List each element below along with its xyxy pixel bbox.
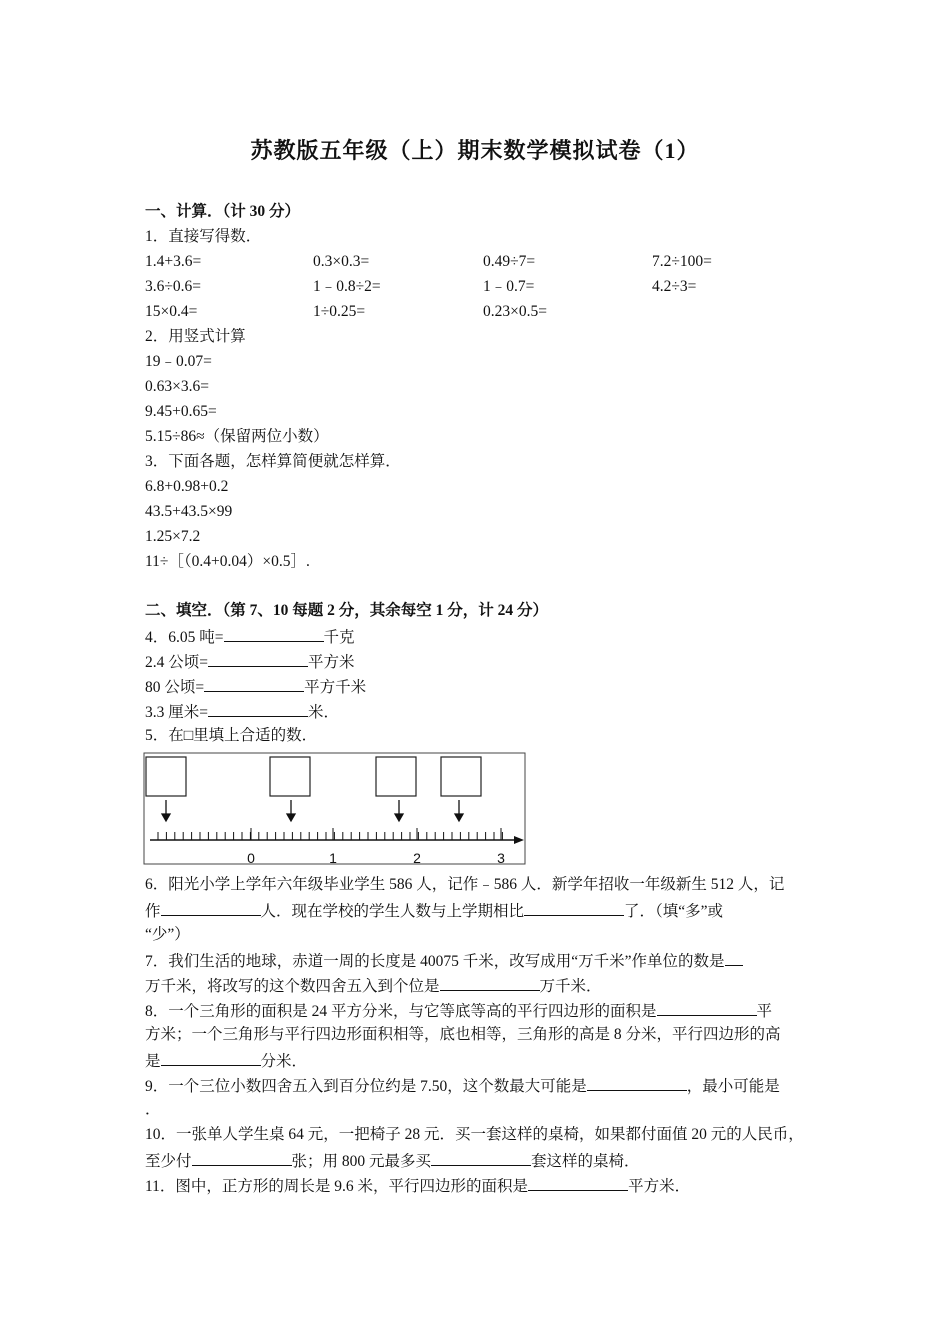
q1-cell: 0.23×0.5= [483, 303, 547, 320]
q9-text: 9．一个三位小数四舍五入到百分位约是 7.50，这个数最大可能是 [145, 1078, 587, 1095]
q10-line2 [145, 1150, 640, 1172]
q1-label: 1．直接写得数． [145, 228, 262, 245]
q1-cell: 15×0.4= [145, 303, 198, 320]
page-title: 苏教版五年级（上）期末数学模拟试卷（1） [250, 138, 700, 163]
q9-line2: ． [145, 1101, 161, 1118]
tick-group [158, 828, 502, 840]
answer-blank[interactable] [192, 1150, 292, 1166]
answer-blank[interactable] [528, 1175, 628, 1191]
q4-unit: 平方千米 [304, 679, 367, 696]
q7-line2 [145, 975, 602, 997]
q1-cell: 1﹣0.7= [483, 278, 535, 295]
q7-text: 7．我们生活的地球，赤道一周的长度是 40075 千米，改写成用“万千米”作单位的数是 [145, 953, 725, 970]
q4-text: 4．6.05 吨= [145, 629, 224, 646]
arrow-down-icon [395, 814, 403, 821]
answer-blank[interactable] [725, 950, 743, 966]
q4-part-3 [145, 676, 366, 698]
q8-text: 平 [756, 1003, 773, 1020]
q1-cell: 4.2÷3= [652, 278, 697, 295]
q4-unit: 平方米 [308, 654, 355, 671]
q1-cell: 3.6÷0.6= [145, 278, 201, 295]
q3-item: 1.25×7.2 [145, 528, 201, 545]
q6-text: 了．（填“多”或 [624, 903, 724, 920]
q6-line1: 6．阳光小学上学年六年级毕业学生 586 人，记作﹣586 人．新学年招收一年级新生 512 人，记 [145, 876, 785, 893]
q6-text: 人．现在学校的学生人数与上学期相比 [260, 903, 525, 920]
section1-header: 一、计算．（计 30 分） [145, 203, 301, 220]
q9-line1 [145, 1075, 780, 1097]
q2-label: 2．用竖式计算 [145, 328, 246, 345]
q3-label: 3．下面各题，怎样算简便就怎样算． [145, 453, 401, 470]
answer-box[interactable] [376, 757, 416, 796]
q4-unit: 千克 [323, 629, 355, 646]
answer-blank[interactable] [587, 1075, 687, 1091]
q5-label: 5．在□里填上合适的数． [145, 727, 318, 744]
answer-blank[interactable] [431, 1150, 531, 1166]
answer-box[interactable] [270, 757, 310, 796]
q8-text: 8．一个三角形的面积是 24 平方分米，与它等底等高的平行四边形的面积是 [145, 1003, 657, 1020]
q4-part-2 [145, 651, 355, 673]
answer-blank[interactable] [161, 900, 261, 916]
arrow-down-icon [455, 814, 463, 821]
q8-text: 分米． [260, 1053, 308, 1070]
answer-blank[interactable] [440, 975, 540, 991]
q1-cell: 1﹣0.8÷2= [313, 278, 381, 295]
q11-line1 [145, 1175, 690, 1197]
tick-label: 2 [413, 850, 421, 866]
answer-blank[interactable] [524, 900, 624, 916]
q4-part-1 [145, 626, 355, 648]
q8-line3 [145, 1050, 307, 1072]
q1-cell: 1÷0.25= [313, 303, 366, 320]
q6-line3: “少”） [145, 926, 190, 943]
q1-cell: 0.49÷7= [483, 253, 536, 270]
arrow-down-icon [162, 814, 170, 821]
tick-label: 3 [497, 850, 505, 866]
q4-unit: 米． [308, 704, 340, 721]
q8-line2: 方米；一个三角形与平行四边形面积相等，底也相等，三角形的高是 8 分米，平行四边形的高 [145, 1026, 781, 1043]
answer-blank[interactable] [657, 1000, 757, 1016]
q2-item: 9.45+0.65= [145, 403, 217, 420]
q3-item: 43.5+43.5×99 [145, 503, 233, 520]
q9-text: ，最小可能是 [686, 1078, 780, 1095]
q10-text: 套这样的桌椅． [531, 1153, 640, 1170]
q4-text: 3.3 厘米= [145, 704, 208, 721]
q4-part-4 [145, 701, 339, 723]
section2-header: 二、填空．（第 7、10 每题 2 分，其余每空 1 分，计 24 分） [145, 602, 549, 619]
q2-item: 0.63×3.6= [145, 378, 209, 395]
q10-line1: 10．一张单人学生桌 64 元，一把椅子 28 元．买一套这样的桌椅，如果都付面值 20 元的人民币， [145, 1126, 804, 1143]
q1-cell: 1.4+3.6= [145, 253, 202, 270]
q1-cell: 7.2÷100= [652, 253, 712, 270]
number-line-figure [143, 752, 527, 866]
answer-blank[interactable] [208, 701, 308, 717]
q8-line1 [145, 1000, 772, 1022]
q7-line1 [145, 950, 743, 972]
q11-text: 平方米． [628, 1178, 691, 1195]
answer-box[interactable] [146, 757, 186, 796]
answer-box[interactable] [441, 757, 481, 796]
answer-blank[interactable] [208, 651, 308, 667]
tick-label: 1 [329, 850, 337, 866]
answer-blank[interactable] [161, 1050, 261, 1066]
q6-text: 作 [145, 903, 161, 920]
q1-cell: 0.3×0.3= [313, 253, 370, 270]
answer-blank[interactable] [224, 626, 324, 642]
q11-text: 11．图中，正方形的周长是 9.6 米，平行四边形的面积是 [145, 1178, 529, 1195]
q10-text: 至少付 [145, 1153, 192, 1170]
arrow-down-icon [287, 814, 295, 821]
q3-item: 11÷［（0.4+0.04）×0.5］. [145, 553, 310, 570]
tick-label: 0 [247, 850, 255, 866]
q7-text: 万千米． [539, 978, 602, 995]
q8-text: 是 [145, 1053, 161, 1070]
axis-arrow-icon [514, 836, 524, 844]
q2-item: 5.15÷86≈（保留两位小数） [145, 428, 329, 445]
answer-blank[interactable] [204, 676, 304, 692]
q10-text: 张；用 800 元最多买 [291, 1153, 432, 1170]
q2-item: 19﹣0.07= [145, 353, 212, 370]
q7-text: 万千米，将改写的这个数四舍五入到个位是 [145, 978, 440, 995]
q3-item: 6.8+0.98+0.2 [145, 478, 229, 495]
q4-text: 80 公顷= [145, 679, 205, 696]
q6-line2 [145, 900, 723, 922]
q4-text: 2.4 公顷= [145, 654, 208, 671]
